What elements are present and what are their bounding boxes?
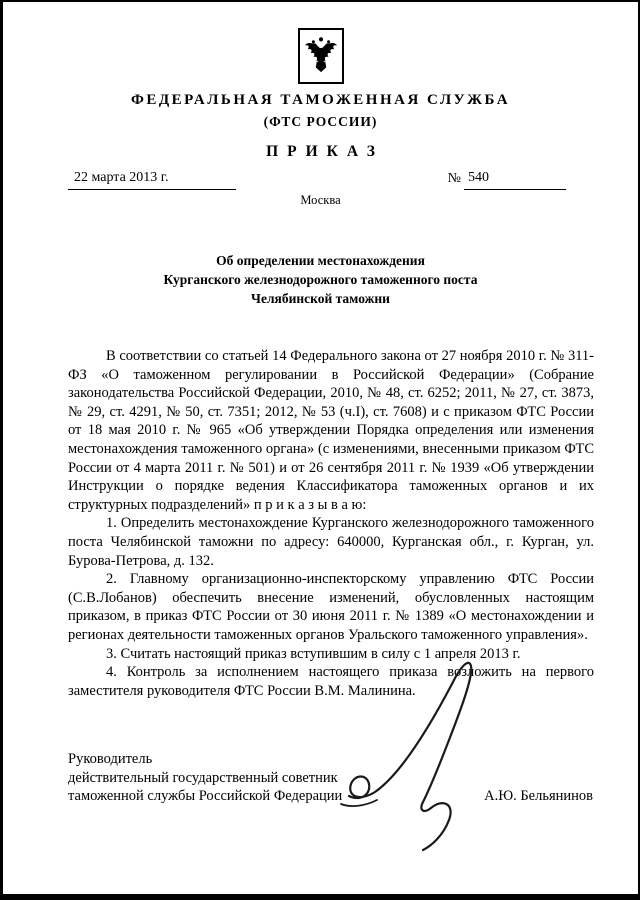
body-paragraph-item-1: 1. Определить местонахождение Курганского железнодорожного таможенного поста Челябинской таможни по адресу: 640000, Курганская обл., г. Курган, ул. Бурова-Петрова, д. 132.: [68, 515, 594, 569]
body-paragraph-preamble: В соответствии со статьей 14 Федерального закона от 27 ноября 2010 г. № 311-ФЗ «О таможенном регулировании в Российской Федерации» (Собрание законодательства Российской Федерации, 2010, № 48, ст. 6252; 2011, № 27, ст. 3873, № 29, ст. 4291, № 50, ст. 7351; 2012, № 53 (ч.I), ст. 7608) и с приказом ФТС России от 18 мая 2010 г. № 965 «Об утверждении Порядка определения или изменения местонахождения таможенного органа» (с изменениями, внесенными приказом ФТС России от 4 марта 2011 г. № 501) и от 26 сентября 2011 г. № 1939 «Об утверждении Инструкции о порядке ведения Классификатора таможенных органов и их структурных подразделений» п р и к а з ы в а ю:: [68, 348, 594, 513]
order-title-line: Курганского железнодорожного таможенного поста: [163, 272, 478, 287]
order-title-line: Челябинской таможни: [251, 291, 390, 306]
signature-block: [68, 750, 593, 806]
body-paragraph-item-3: 3. Считать настоящий приказ вступившим в силу с 1 апреля 2013 г.: [106, 645, 521, 662]
coat-of-arms: [298, 28, 344, 84]
org-name: ФЕДЕРАЛЬНАЯ ТАМОЖЕННАЯ СЛУЖБА: [130, 92, 511, 108]
order-meta-row: [3, 170, 638, 190]
order-number-label: №: [447, 171, 461, 186]
order-number-field: [448, 170, 566, 190]
order-body: [3, 347, 638, 700]
issue-city: Москва: [300, 193, 341, 207]
org-abbreviation: (ФТС РОССИИ): [263, 114, 378, 129]
order-title: [3, 251, 638, 308]
signatory-position-line: Руководитель: [68, 751, 153, 767]
order-date: 22 марта 2013 г.: [68, 170, 236, 190]
document-type-heading: ПРИКАЗ: [266, 143, 384, 160]
signatory-position-line: действительный государственный советник: [68, 769, 338, 786]
order-number: 540: [464, 170, 566, 190]
body-paragraph-item-2: 2. Главному организационно-инспекторскому управлению ФТС России (С.В.Лобанов) обеспечить внесение изменений, обусловленных настоящим приказом, в приказ ФТС России от 30 июня 2011 г. № 1389 «О местонахождении и регионах деятельности таможенных органов Уральского таможенного управления».: [68, 571, 594, 643]
double-headed-eagle-icon: [302, 33, 340, 79]
signatory-position: [68, 750, 342, 806]
order-title-line: Об определении местонахождения: [216, 253, 425, 268]
signatory-name: А.Ю. Бельянинов: [484, 788, 593, 804]
body-paragraph-item-4: 4. Контроль за исполнением настоящего приказа возложить на первого заместителя руководителя ФТС России В.М. Малинина.: [68, 664, 594, 699]
signatory-position-line: таможенной службы Российской Федерации: [68, 788, 343, 804]
